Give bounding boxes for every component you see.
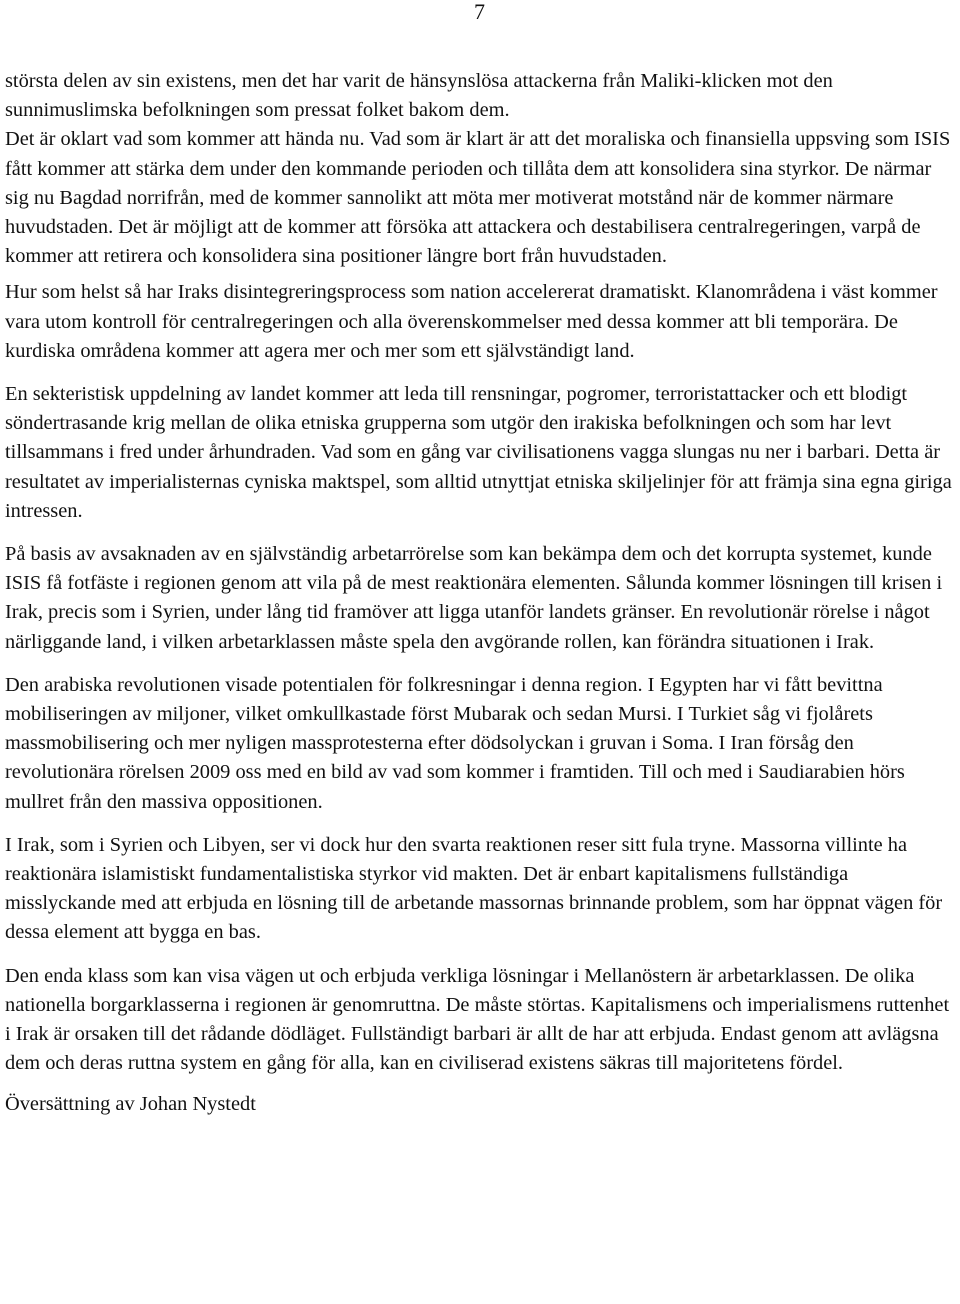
paragraph-2: Det är oklart vad som kommer att hända nu. Vad som är klart är att det moraliska och finansiella uppsving som ISIS fått kommer att stärka dem under den kommande perioden och tillåta dem att konsolidera sina styrkor. De närmar sig nu Bagdad norrifrån, med de kommer sannolikt att möta mer motiverat motstånd när de kommer närmare huvudstaden. Det är möjligt att de kommer att försöka att attackera och destabilisera centralregeringen, varpå de kommer att retirera och konsolidera sina positioner längre bort från huvudstaden. [5,128,951,268]
page-number: 7 [474,0,485,24]
paragraph-5: På basis av avsaknaden av en självständig arbetarrörelse som kan bekämpa dem och det korrupta systemet, kunde ISIS få fotfäste i regionen genom att vila på de mest reaktionära elementen. Sålunda kommer lösningen till krisen i Irak, precis som i Syrien, under lång tid framöver att ligga utanför landets gränser. En revolutionär rörelse i något närliggande land, i vilken arbetarklassen måste spela den avgörande rollen, kan förändra situationen i Irak. [5,543,943,653]
document-body [5,67,957,1119]
paragraph-4: En sekteristisk uppdelning av landet kommer att leda till rensningar, pogromer, terroristattacker och ett blodigt söndertrasande krig mellan de olika etniska grupperna som utgör den irakiska befolkningen och som har levt tillsammans i fred under århundraden. Vad som en gång var civilisationens vagga slungas nu ner i barbari. Detta är resultatet av imperialisternas cyniska maktspel, som alltid utnyttjat etniska skiljelinjer för att främja sina egna giriga intressen. [5,383,952,522]
paragraph-3: Hur som helst så har Iraks disintegreringsprocess som nation accelererat dramatiskt. Klanområdena i väst kommer vara utom kontroll för centralregeringen och alla överenskommelser med dessa kommer att bli temporära. De kurdiska områdena kommer att agera mer och mer som ett självständigt land. [5,281,938,362]
paragraph-1: största delen av sin existens, men det har varit de hänsynslösa attackerna från Maliki-klicken mot den sunnimuslimska befolkningen som pressat folket bakom dem. [5,70,833,122]
paragraph-6: Den arabiska revolutionen visade potentialen för folkresningar i denna region. I Egypten har vi fått bevittna mobiliseringen av miljoner, vilket omkullkastade först Mubarak och sedan Mursi. I Turkiet såg vi fjolårets massmobilisering och mer nyligen massprotesterna efter dödsolyckan i gruvan i Soma. I Iran försåg den revolutionära rörelsen 2009 oss med en bild av vad som kommer i framtiden. Till och med i Saudiarabien hörs mullret från den massiva oppositionen. [5,673,905,813]
paragraph-7: I Irak, som i Syrien och Libyen, ser vi dock hur den svarta reaktionen reser sitt fula tryne. Massorna villinte ha reaktionära islamistiskt fundamentalistiska styrkor vid makten. Det är enbart kapitalismens fullständiga misslyckande med att erbjuda en lösning till de arbetande massornas brinnande problem, som har öppnat vägen för dessa element att bygga en bas. [5,833,943,944]
translator-credit: Översättning av Johan Nystedt [5,1092,256,1115]
paragraph-8: Den enda klass som kan visa vägen ut och erbjuda verkliga lösningar i Mellanöstern är arbetarklassen. De olika nationella borgarklasserna i regionen är genomruttna. De måste störtas. Kapitalismens och imperialismens ruttenhet i Irak är orsaken till det rådande dödläget. Fullständigt barbari är allt de har att erbjuda. Endast genom att avlägsna dem och deras ruttna system en gång för alla, kan en civiliserad existens säkras till majoritetens fördel. [5,964,950,1075]
